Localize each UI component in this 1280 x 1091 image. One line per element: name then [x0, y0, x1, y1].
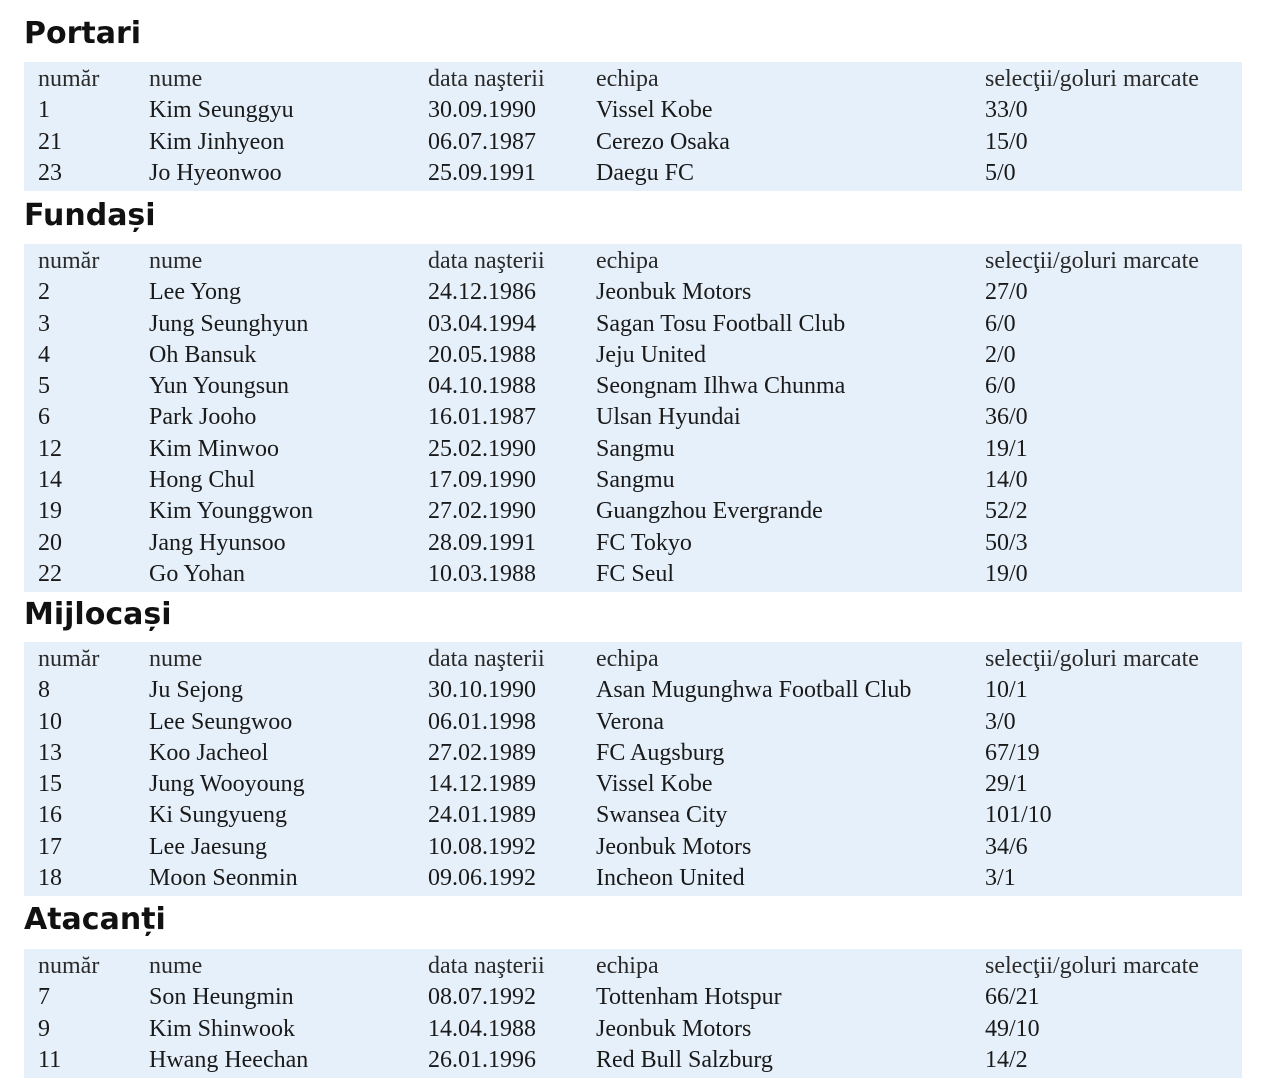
team-cell: Cerezo Osaka [596, 128, 730, 155]
team-cell: Jeonbuk Motors [596, 833, 752, 860]
name-cell: Moon Seonmin [149, 865, 298, 892]
caps-goals-cell: 19/1 [985, 435, 1028, 462]
table-row [24, 675, 1242, 706]
table-header-row [24, 246, 1242, 277]
caps-goals-cell: 101/10 [985, 802, 1052, 829]
caps-goals-cell: 5/0 [985, 159, 1016, 186]
name-cell: Kim Seunggyu [149, 97, 294, 124]
number-cell: 12 [38, 435, 62, 462]
birth-date-cell: 10.03.1988 [428, 560, 536, 587]
column-header-birth-date: data naşterii [428, 248, 545, 274]
birth-date-cell: 28.09.1991 [428, 529, 536, 556]
caps-goals-cell: 52/2 [985, 498, 1028, 525]
birth-date-cell: 14.12.1989 [428, 771, 536, 798]
table-row [24, 371, 1242, 402]
table-row [24, 863, 1242, 894]
caps-goals-cell: 6/0 [985, 373, 1016, 400]
caps-goals-cell: 33/0 [985, 97, 1028, 124]
caps-goals-cell: 50/3 [985, 529, 1028, 556]
name-cell: Oh Bansuk [149, 341, 257, 368]
name-cell: Go Yohan [149, 560, 246, 587]
section-title-mijlocasi: Mijlocași [24, 597, 172, 632]
birth-date-cell: 08.07.1992 [428, 984, 536, 1011]
team-cell: Swansea City [596, 802, 728, 829]
birth-date-cell: 06.07.1987 [428, 128, 536, 155]
caps-goals-cell: 3/0 [985, 708, 1016, 735]
caps-goals-cell: 15/0 [985, 128, 1028, 155]
table-row [24, 1014, 1242, 1045]
caps-goals-cell: 14/0 [985, 467, 1028, 494]
column-header-caps-goals: selecţii/goluri marcate [985, 953, 1199, 979]
column-header-name: nume [149, 66, 203, 92]
number-cell: 4 [38, 341, 50, 368]
name-cell: Koo Jacheol [149, 739, 269, 766]
number-cell: 11 [38, 1046, 62, 1073]
table-row [24, 496, 1242, 527]
team-cell: Ulsan Hyundai [596, 404, 741, 431]
name-cell: Yun Youngsun [149, 373, 290, 400]
team-cell: FC Augsburg [596, 739, 725, 766]
column-header-team: echipa [596, 953, 659, 979]
table-header-row [24, 951, 1242, 982]
number-cell: 6 [38, 404, 50, 431]
caps-goals-cell: 19/0 [985, 560, 1028, 587]
team-cell: Vissel Kobe [596, 97, 713, 124]
section-title-portari: Portari [24, 16, 142, 51]
column-header-birth-date: data naşterii [428, 953, 545, 979]
column-header-number: număr [38, 248, 100, 274]
name-cell: Jung Wooyoung [149, 771, 305, 798]
name-cell: Jo Hyeonwoo [149, 159, 282, 186]
number-cell: 18 [38, 865, 62, 892]
birth-date-cell: 20.05.1988 [428, 341, 536, 368]
table-row [24, 277, 1242, 308]
table-row [24, 1045, 1242, 1076]
team-cell: Daegu FC [596, 159, 694, 186]
column-header-birth-date: data naşterii [428, 646, 545, 672]
birth-date-cell: 24.01.1989 [428, 802, 536, 829]
number-cell: 16 [38, 802, 62, 829]
birth-date-cell: 24.12.1986 [428, 279, 536, 306]
name-cell: Son Heungmin [149, 984, 294, 1011]
number-cell: 20 [38, 529, 62, 556]
number-cell: 10 [38, 708, 62, 735]
name-cell: Lee Yong [149, 279, 242, 306]
name-cell: Jang Hyunsoo [149, 529, 286, 556]
team-cell: Sangmu [596, 435, 675, 462]
number-cell: 23 [38, 159, 62, 186]
number-cell: 7 [38, 984, 50, 1011]
table-row [24, 402, 1242, 433]
number-cell: 2 [38, 279, 50, 306]
column-header-number: număr [38, 66, 100, 92]
team-cell: Incheon United [596, 865, 745, 892]
number-cell: 1 [38, 97, 50, 124]
caps-goals-cell: 10/1 [985, 677, 1028, 704]
column-header-number: număr [38, 953, 100, 979]
roster-table-atacanti [24, 949, 1242, 1078]
birth-date-cell: 06.01.1998 [428, 708, 536, 735]
column-header-caps-goals: selecţii/goluri marcate [985, 646, 1199, 672]
name-cell: Lee Jaesung [149, 833, 267, 860]
team-cell: Sagan Tosu Football Club [596, 310, 846, 337]
caps-goals-cell: 27/0 [985, 279, 1028, 306]
name-cell: Park Jooho [149, 404, 257, 431]
birth-date-cell: 04.10.1988 [428, 373, 536, 400]
roster-table-portari [24, 62, 1242, 191]
roster-table-mijlocasi [24, 642, 1242, 896]
birth-date-cell: 25.09.1991 [428, 159, 536, 186]
column-header-name: nume [149, 646, 203, 672]
table-header-row [24, 64, 1242, 95]
name-cell: Hong Chul [149, 467, 256, 494]
section-title-atacanti: Atacanți [24, 902, 166, 937]
birth-date-cell: 09.06.1992 [428, 865, 536, 892]
column-header-caps-goals: selecţii/goluri marcate [985, 248, 1199, 274]
team-cell: Asan Mugunghwa Football Club [596, 677, 912, 704]
column-header-name: nume [149, 248, 203, 274]
birth-date-cell: 27.02.1989 [428, 739, 536, 766]
number-cell: 21 [38, 128, 62, 155]
team-cell: Guangzhou Evergrande [596, 498, 823, 525]
table-row [24, 465, 1242, 496]
team-cell: Jeju United [596, 341, 706, 368]
caps-goals-cell: 49/10 [985, 1015, 1040, 1042]
caps-goals-cell: 36/0 [985, 404, 1028, 431]
number-cell: 9 [38, 1015, 50, 1042]
name-cell: Hwang Heechan [149, 1046, 309, 1073]
birth-date-cell: 17.09.1990 [428, 467, 536, 494]
caps-goals-cell: 3/1 [985, 865, 1016, 892]
column-header-name: nume [149, 953, 203, 979]
roster-table-fundasi [24, 244, 1242, 592]
number-cell: 3 [38, 310, 50, 337]
birth-date-cell: 10.08.1992 [428, 833, 536, 860]
team-cell: Jeonbuk Motors [596, 279, 752, 306]
caps-goals-cell: 6/0 [985, 310, 1016, 337]
team-cell: Sangmu [596, 467, 675, 494]
table-row [24, 769, 1242, 800]
name-cell: Kim Younggwon [149, 498, 314, 525]
number-cell: 5 [38, 373, 50, 400]
birth-date-cell: 25.02.1990 [428, 435, 536, 462]
table-row [24, 528, 1242, 559]
birth-date-cell: 16.01.1987 [428, 404, 536, 431]
name-cell: Ki Sungyueng [149, 802, 287, 829]
caps-goals-cell: 29/1 [985, 771, 1028, 798]
name-cell: Kim Shinwook [149, 1015, 296, 1042]
caps-goals-cell: 67/19 [985, 739, 1040, 766]
table-row [24, 559, 1242, 590]
name-cell: Kim Minwoo [149, 435, 280, 462]
birth-date-cell: 14.04.1988 [428, 1015, 536, 1042]
name-cell: Lee Seungwoo [149, 708, 293, 735]
name-cell: Ju Sejong [149, 677, 244, 704]
column-header-team: echipa [596, 248, 659, 274]
table-row [24, 738, 1242, 769]
column-header-birth-date: data naşterii [428, 66, 545, 92]
caps-goals-cell: 66/21 [985, 984, 1040, 1011]
table-row [24, 95, 1242, 126]
number-cell: 17 [38, 833, 62, 860]
birth-date-cell: 26.01.1996 [428, 1046, 536, 1073]
caps-goals-cell: 34/6 [985, 833, 1028, 860]
table-row [24, 707, 1242, 738]
number-cell: 22 [38, 560, 62, 587]
table-row [24, 309, 1242, 340]
section-title-fundasi: Fundași [24, 198, 156, 233]
table-row [24, 158, 1242, 189]
column-header-caps-goals: selecţii/goluri marcate [985, 66, 1199, 92]
table-row [24, 982, 1242, 1013]
number-cell: 8 [38, 677, 50, 704]
team-cell: FC Seul [596, 560, 675, 587]
column-header-team: echipa [596, 66, 659, 92]
birth-date-cell: 03.04.1994 [428, 310, 536, 337]
team-cell: Seongnam Ilhwa Chunma [596, 373, 846, 400]
birth-date-cell: 27.02.1990 [428, 498, 536, 525]
table-row [24, 832, 1242, 863]
column-header-team: echipa [596, 646, 659, 672]
column-header-number: număr [38, 646, 100, 672]
team-cell: FC Tokyo [596, 529, 692, 556]
team-cell: Red Bull Salzburg [596, 1046, 773, 1073]
number-cell: 14 [38, 467, 62, 494]
table-row [24, 800, 1242, 831]
table-row [24, 340, 1242, 371]
table-header-row [24, 644, 1242, 675]
name-cell: Kim Jinhyeon [149, 128, 285, 155]
caps-goals-cell: 2/0 [985, 341, 1016, 368]
table-row [24, 434, 1242, 465]
number-cell: 15 [38, 771, 62, 798]
team-cell: Jeonbuk Motors [596, 1015, 752, 1042]
caps-goals-cell: 14/2 [985, 1046, 1028, 1073]
number-cell: 19 [38, 498, 62, 525]
table-row [24, 127, 1242, 158]
team-cell: Verona [596, 708, 664, 735]
team-cell: Vissel Kobe [596, 771, 713, 798]
birth-date-cell: 30.10.1990 [428, 677, 536, 704]
name-cell: Jung Seunghyun [149, 310, 309, 337]
team-cell: Tottenham Hotspur [596, 984, 782, 1011]
birth-date-cell: 30.09.1990 [428, 97, 536, 124]
number-cell: 13 [38, 739, 62, 766]
